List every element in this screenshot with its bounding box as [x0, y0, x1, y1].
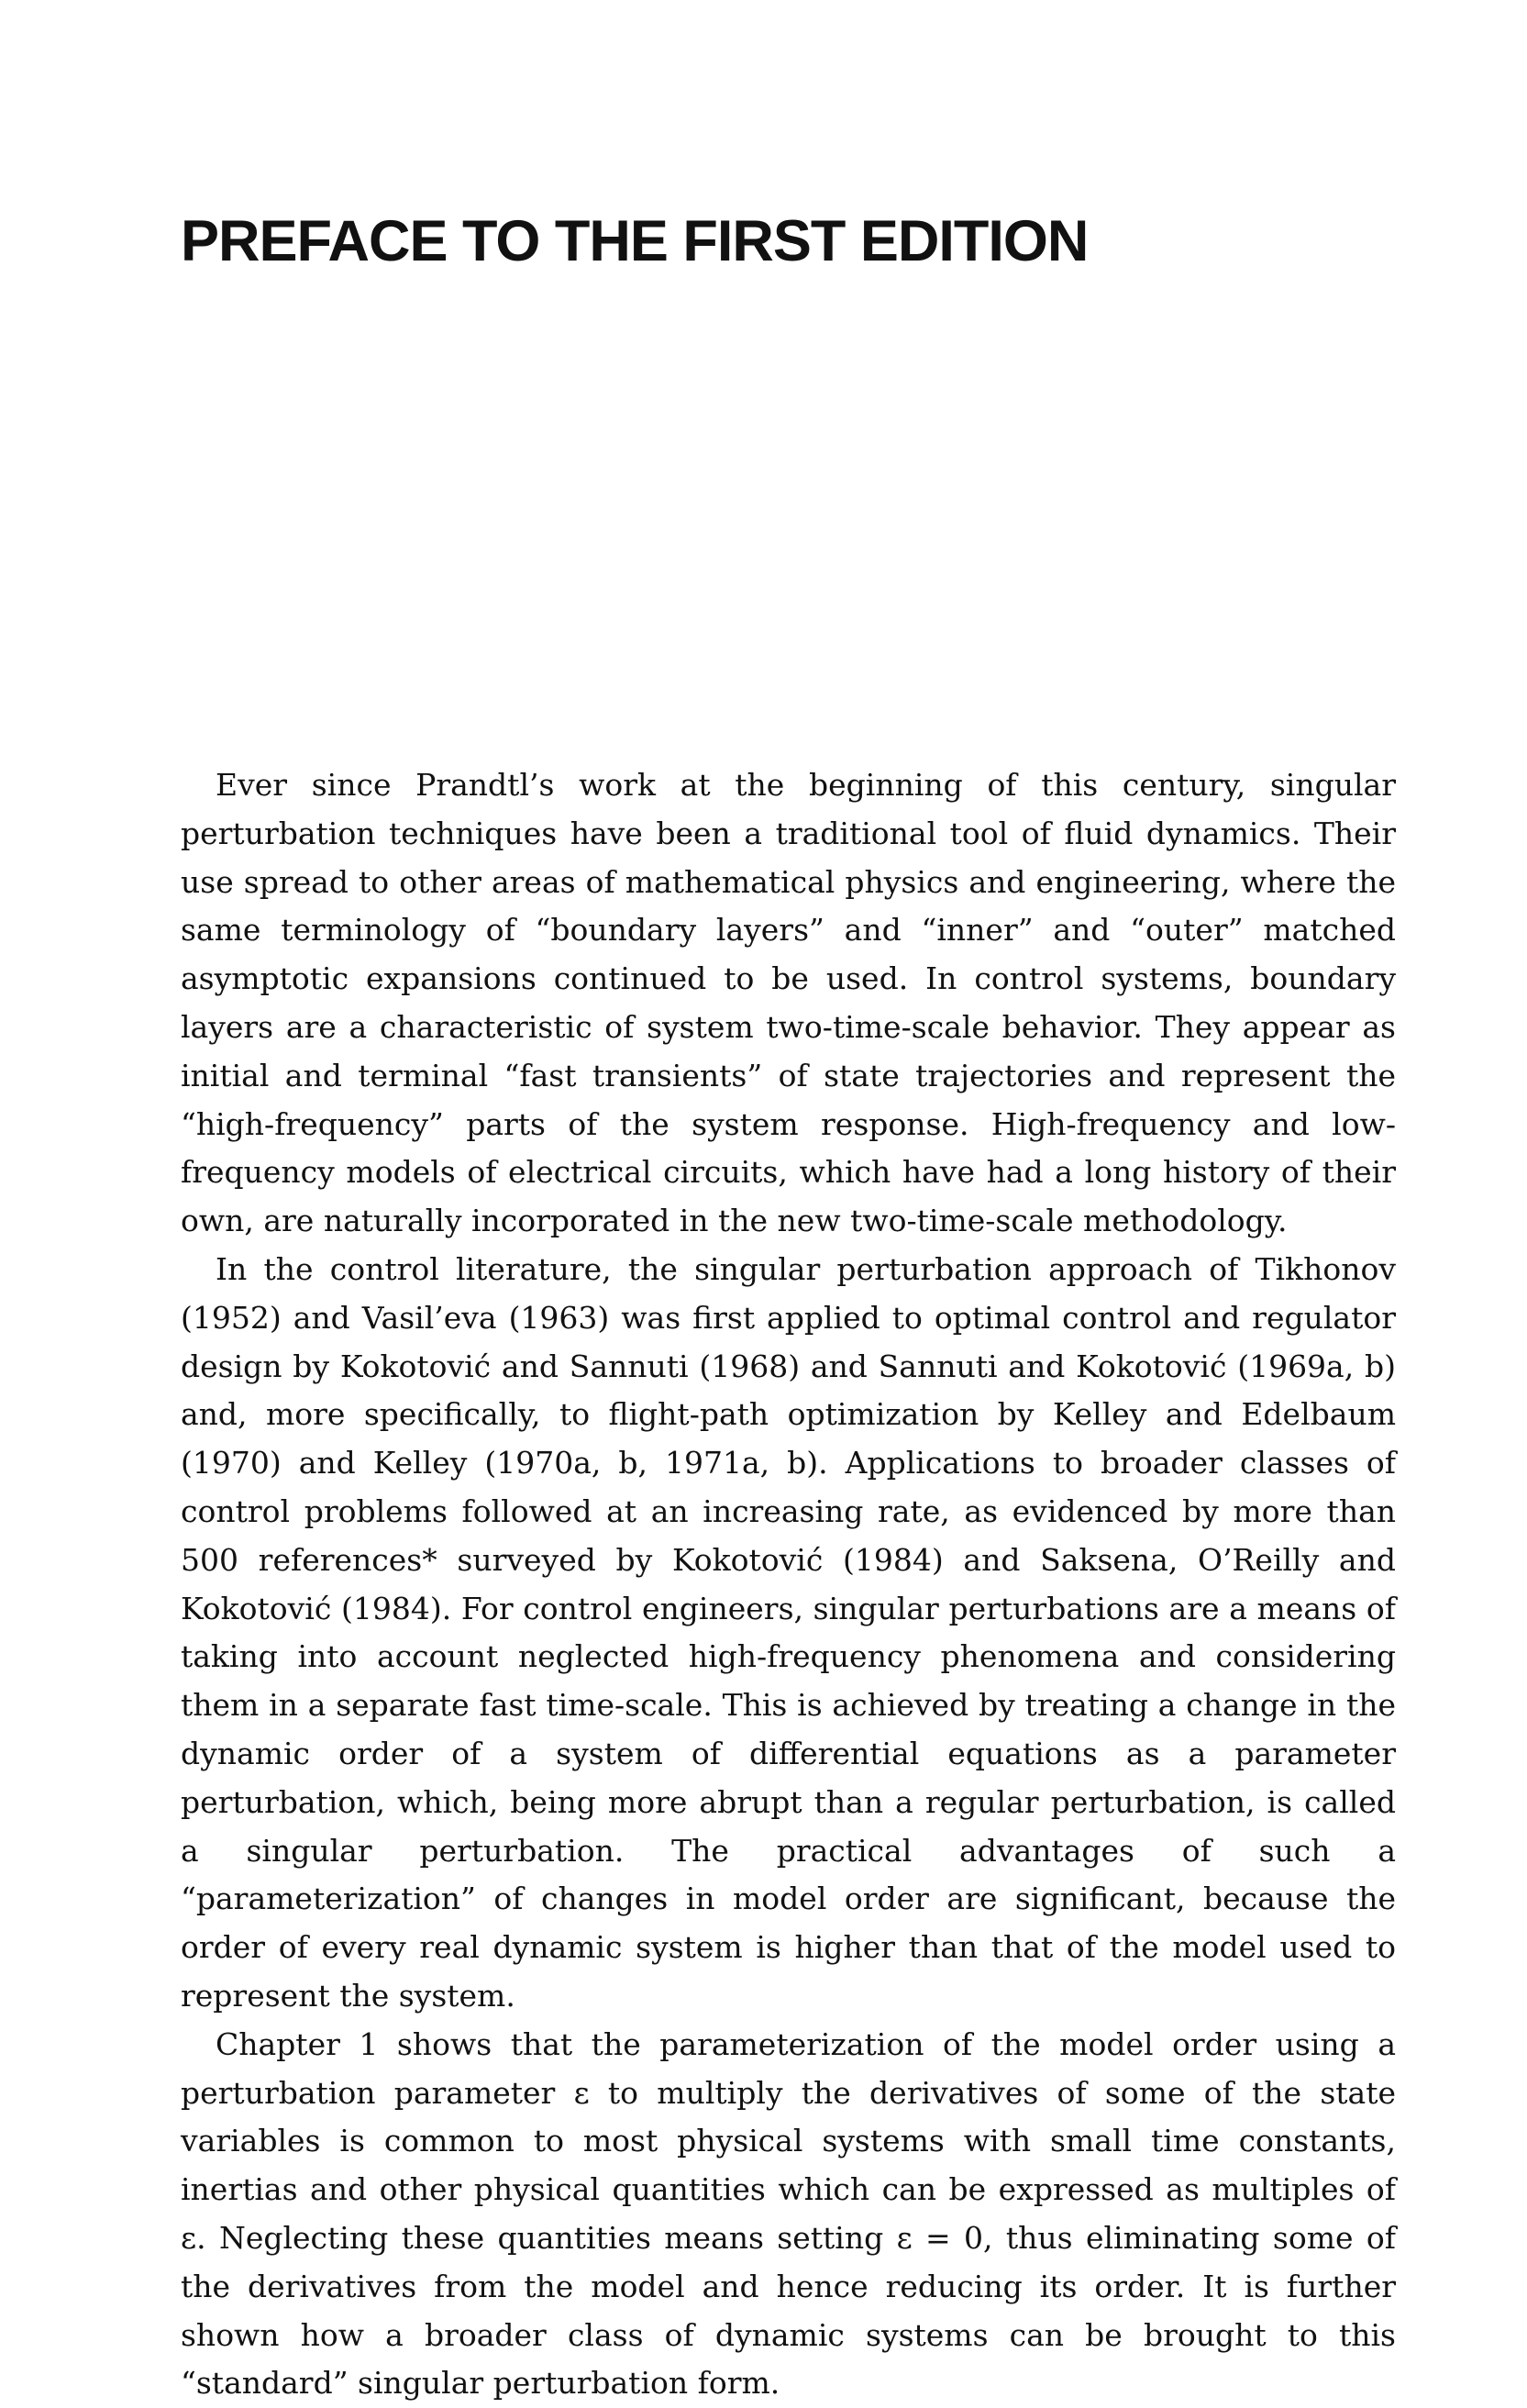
paragraph-1: Ever since Prandtl’s work at the beginning of this century, singular perturbation techniques have been a traditional tool of fluid dynamics. Their use spread to other areas of mathematical physics and engineering, where the same terminology of “boundary layers” and “inner” and “outer” matched asymptotic expansions continued to be used. In control systems, boundary layers are a characteristic of system two-time-scale behavior. They appear as initial and terminal “fast transients” of state trajectories and represent the “high-frequency” parts of the system response. High-frequency and low-frequency models of electrical circuits, which have had a long history of their own, are naturally incorporated in the new two-time-scale methodology.: [181, 767, 1396, 1239]
paragraph-3: Chapter 1 shows that the parameterization of the model order using a perturbation parameter ε to multiply the derivatives of some of the state variables is common to most physical systems with small time constants, inertias and other physical quantities which can be expressed as multiples of ε. Neglecting these quantities means setting ε = 0, thus eliminating some of the derivatives from the model and hence reducing its order. It is further shown how a broader class of dynamic systems can be brought to this “standard” singular perturbation form.: [181, 2025, 1396, 2402]
paragraph-2: In the control literature, the singular perturbation approach of Tikhonov (1952) and Vasil’eva (1963) was first applied to optimal control and regulator design by Kokotović and Sannuti (1968) and Sannuti and Kokotović (1969a, b) and, more specifically, to flight-path optimization by Kelley and Edelbaum (1970) and Kelley (1970a, b, 1971a, b). Applications to broader classes of control problems followed at an increasing rate, as evidenced by more than 500 references* surveyed by Kokotović (1984) and Saksena, O’Reilly and Kokotović (1984). For control engineers, singular perturbations are a means of taking into account neglected high-frequency phenomena and considering them in a separate fast time-scale. This is achieved by treating a change in the dynamic order of a system of differential equations as a parameter perturbation, which, being more abrupt than a regular perturbation, is called a singular perturbation. The practical advantages of such a “parameterization” of changes in model order are significant, because the order of every real dynamic system is higher than that of the model used to represent the system.: [181, 1250, 1396, 2014]
preface-body: [181, 761, 1396, 2408]
page-title: PREFACE TO THE FIRST EDITION: [181, 209, 1089, 273]
